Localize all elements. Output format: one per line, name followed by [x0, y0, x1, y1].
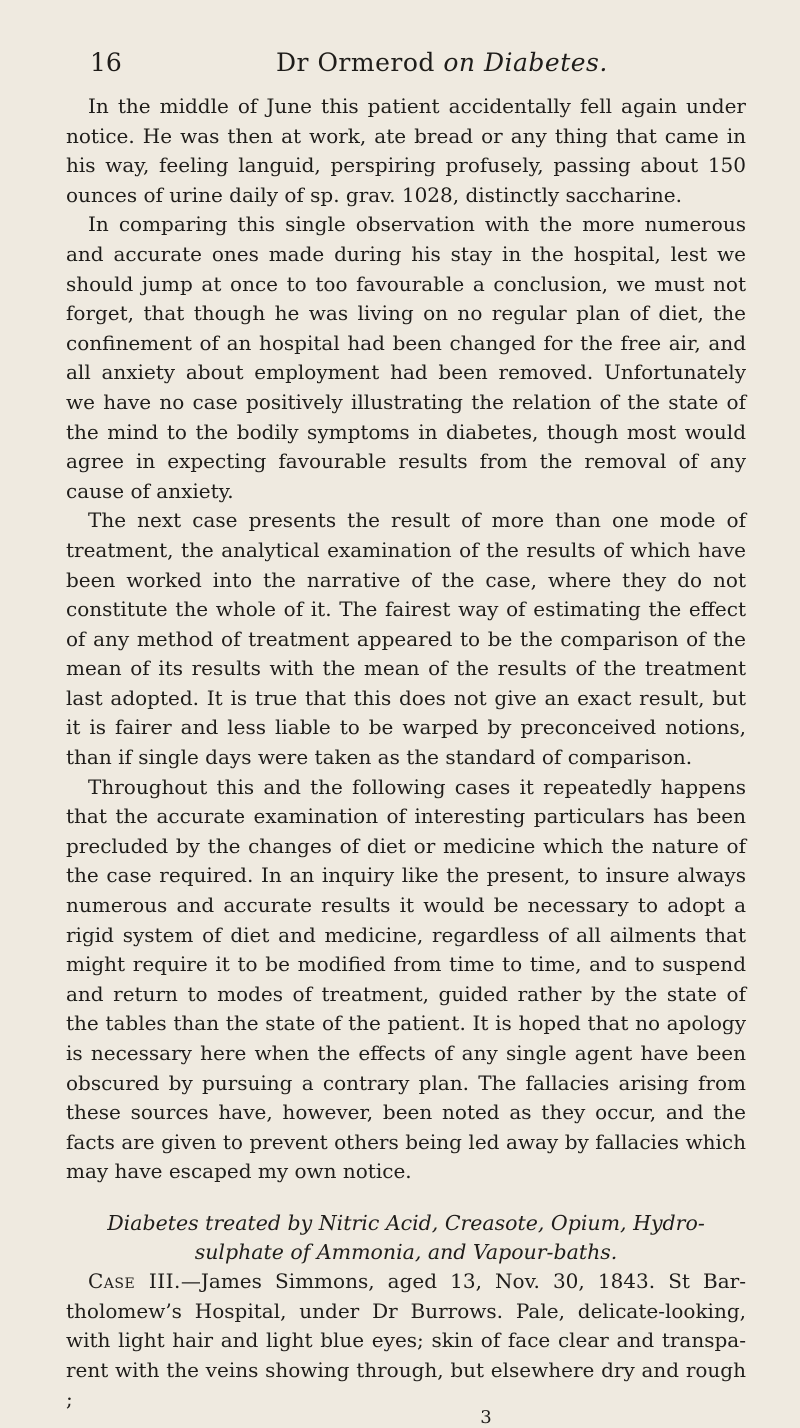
paragraph-2: In comparing this single observation with the more numerous and accurate ones made during his stay in the hospital, lest we should jump at once to too favourable a conclusion, we must not forget, that though he was living on no regular plan of diet, the confinement of an hospital had been changed for the free air, and all anxiety about employment had been removed. Unfortunately we have no case positively illustrating the relation of the state of the mind to the bodily symptoms in diabetes, though most would agree in expecting favourable results from the removal of any cause of anxiety.: [66, 212, 746, 503]
running-title-on: on: [443, 48, 476, 77]
case-paragraph: [66, 1267, 746, 1415]
case-label: Case III.: [88, 1268, 181, 1293]
page-number: 16: [90, 48, 122, 77]
paragraph-4: Throughout this and the following cases it repeatedly happens that the accurate examination of interesting particulars has been precluded by the changes of diet or medicine which the nature of the case required. In an inquiry like the present, to insure always numerous and accurate results it would be necessary to adopt a rigid system of diet and medicine, regardless of all ailments that might require it to be modified from time to time, and to suspend and return to modes of treatment, guided rather by the state of the tables than the state of the patient. It is hoped that no apology is necessary here when the effects of any single agent have been obscured by pursuing a contrary plan. The fallacies arising from these sources have, however, been noted as they occur, and the facts are given to prevent others being led away by fallacies which may have escaped my own notice.: [66, 774, 746, 1184]
section-heading: Diabetes treated by Nitric Acid, Creasote, Opium, Hydrosulphate of Ammonia, and Vapour-baths.: [107, 1210, 705, 1264]
signature-mark: 3: [480, 1406, 492, 1428]
running-title-subject: Diabetes.: [483, 48, 608, 77]
paragraph-1: In the middle of June this patient accidentally fell again under notice. He was then at work, ate bread or any thing that came in his way, feeling languid, perspiring profusely, passing about 150 ounces of urine daily of sp. grav. 1028, distinctly saccharine.: [66, 94, 746, 207]
running-head: [66, 48, 746, 88]
running-title-author: Dr Ormerod: [276, 48, 435, 77]
body-text: [66, 92, 746, 1427]
running-title: [276, 48, 608, 77]
paragraph-3: The next case presents the result of more than one mode of treatment, the analytical examination of the results of which have been worked into the narrative of the case, where they do not constitute the whole of it. The fairest way of estimating the effect of any method of treatment appeared to be the comparison of the mean of its results with the mean of the results of the treatment last adopted. It is true that this does not give an exact result, but it is fairer and less liable to be warped by preconceived notions, than if single days were taken as the standard of comparison.: [66, 508, 746, 770]
case-text: —James Simmons, aged 13, Nov. 30, 1843. St Bartholomew’s Hospital, under Dr Burrows. Pale, delicate-looking, with light hair and light blue eyes; skin of face clear and transparent with the veins showing through, but elsewhere dry and rough ;: [66, 1268, 747, 1412]
